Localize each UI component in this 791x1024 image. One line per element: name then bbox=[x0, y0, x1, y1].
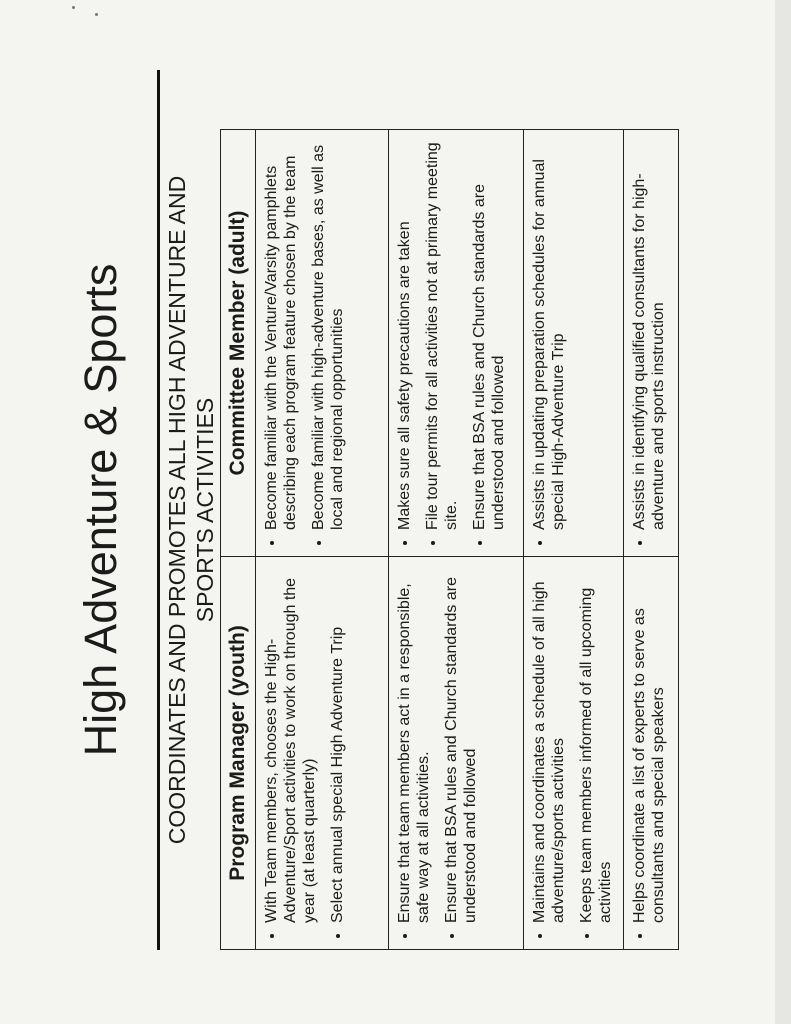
list-item: • Helps coordinate a list of experts to serve as consultants and special speakers bbox=[630, 565, 668, 923]
list-item: • Ensure that BSA rules and Church standards are understood and followed bbox=[442, 565, 480, 923]
document-title: High Adventure & Sports bbox=[75, 263, 126, 757]
table-row bbox=[524, 130, 624, 950]
youth-cell bbox=[524, 557, 624, 950]
table-header-row bbox=[221, 130, 256, 950]
list-item: • Maintains and coordinates a schedule of all high adventure/sports activities bbox=[530, 565, 568, 923]
table-row bbox=[256, 130, 389, 950]
table-row bbox=[389, 130, 524, 950]
youth-cell bbox=[256, 557, 389, 950]
adult-cell bbox=[624, 130, 679, 557]
list-item: • Become familiar with high-adventure bases, as well as local and regional opportunities bbox=[309, 138, 347, 530]
document-subtitle: COORDINATES AND PROMOTES ALL HIGH ADVENTURE AND SPORTS ACTIVITIES bbox=[164, 175, 218, 845]
title-rule bbox=[157, 70, 160, 950]
scan-speck bbox=[72, 6, 75, 9]
page-edge bbox=[775, 0, 791, 1024]
scan-speck bbox=[95, 13, 98, 16]
list-item: • Ensure that team members act in a responsible, safe way at all activities. bbox=[395, 565, 433, 923]
youth-cell bbox=[624, 557, 679, 950]
header-committee-member: Committee Member (adult) bbox=[221, 130, 256, 557]
adult-cell bbox=[389, 130, 524, 557]
list-item: • Select annual special High Adventure Trip bbox=[328, 565, 347, 923]
table-row bbox=[624, 130, 679, 950]
adult-cell bbox=[256, 130, 389, 557]
list-item: • Ensure that BSA rules and Church standards are understood and followed bbox=[470, 138, 508, 530]
responsibilities-table bbox=[220, 129, 679, 950]
youth-cell bbox=[389, 557, 524, 950]
list-item: • Assists in identifying qualified consultants for high-adventure and sports instruction bbox=[630, 138, 668, 530]
list-item: • Assists in updating preparation schedules for annual special High-Adventure Trip bbox=[530, 138, 568, 530]
list-item: • Makes sure all safety precautions are taken bbox=[395, 138, 414, 530]
header-program-manager: Program Manager (youth) bbox=[221, 557, 256, 950]
adult-cell bbox=[524, 130, 624, 557]
rotated-page-content bbox=[65, 70, 667, 950]
list-item: • Become familiar with the Venture/Varsity pamphlets describing each program feature chosen by the team bbox=[262, 138, 300, 530]
list-item: • Keeps team members informed of all upcoming activities bbox=[577, 565, 615, 923]
list-item: • File tour permits for all activities not at primary meeting site. bbox=[423, 138, 461, 530]
list-item: • With Team members, chooses the High-Adventure/Sport activities to work on through the year (at least quarterly) bbox=[262, 565, 319, 923]
